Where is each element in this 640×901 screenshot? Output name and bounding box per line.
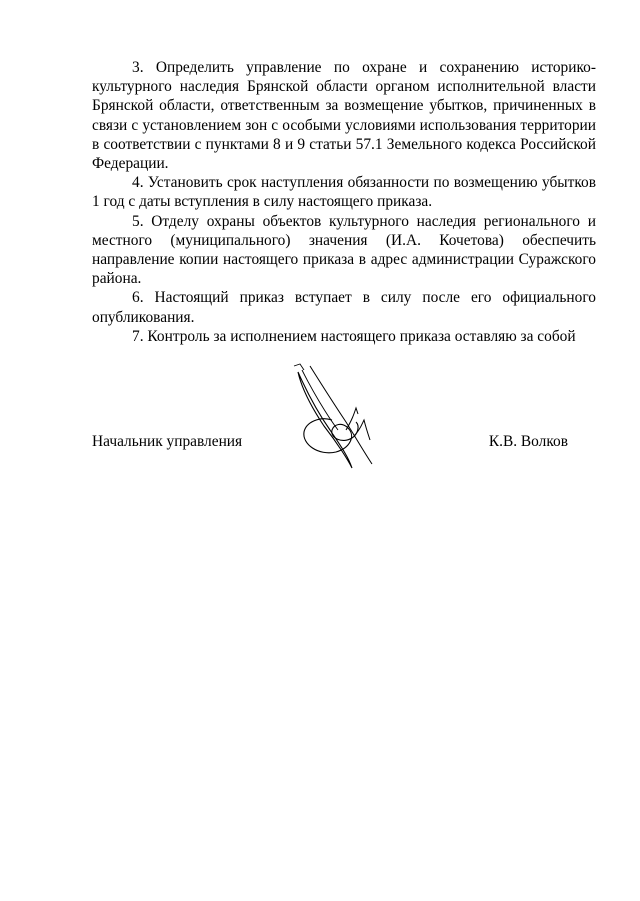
paragraph-4: 4. Установить срок наступления обязанности по возмещению убытков 1 год с даты вступления в силу настоящего приказа. <box>92 174 596 211</box>
signature-row <box>92 432 568 454</box>
document-body <box>92 58 596 346</box>
paragraph-6: 6. Настоящий приказ вступает в силу после его официального опубликования. <box>92 289 596 326</box>
paragraph-7: 7. Контроль за исполнением настоящего приказа оставляю за собой <box>132 327 576 345</box>
paragraph-3: 3. Определить управление по охране и сохранению историко-культурного наследия Брянской области органом исполнительной власти Брянской области, ответственным за возмещение убытков, причиненных в связи с установлением зон с особыми условиями использования территории в соответствии с пунктами 8 и 9 статьи 57.1 Земельного кодекса Российской Федерации. <box>92 59 596 173</box>
signer-name: К.В. Волков <box>488 433 568 450</box>
paragraph-5: 5. Отделу охраны объектов культурного наследия регионального и местного (муниципального) значения (И.А. Кочетова) обеспечить направление копии настоящего приказа в адрес администрации Суражского района. <box>92 212 596 288</box>
signer-position: Начальник управления <box>92 433 243 450</box>
handwritten-signature <box>290 360 390 475</box>
